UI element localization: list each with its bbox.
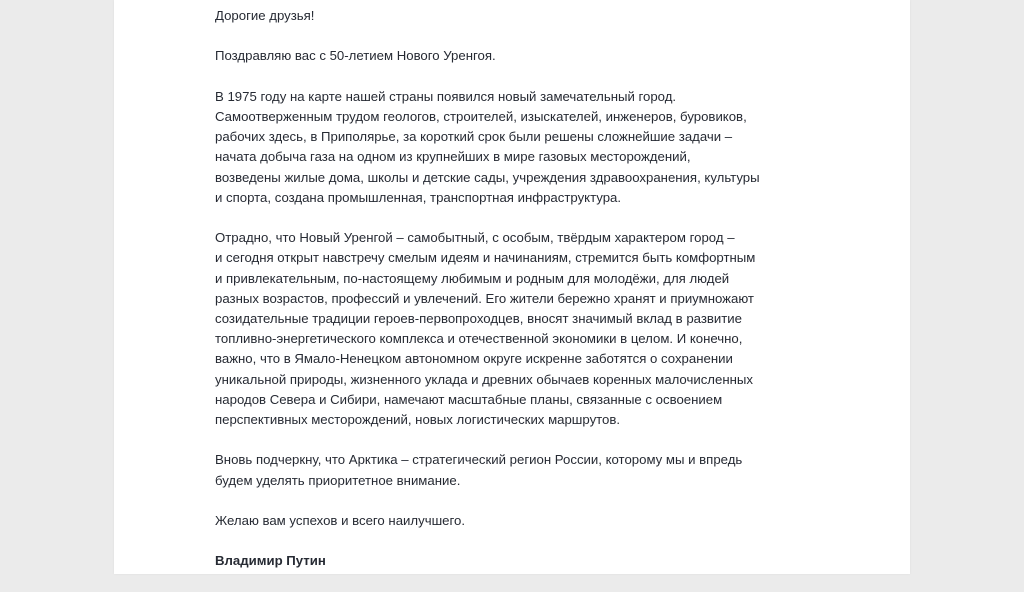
letter-greeting: Дорогие друзья! bbox=[215, 8, 315, 23]
text-line: возведены жилые дома, школы и детские сады, учреждения здравоохранения, культуры bbox=[215, 169, 760, 185]
text-line: Отрадно, что Новый Уренгой – самобытный, с особым, твёрдым характером город – bbox=[215, 230, 735, 246]
letter-congratulation: Поздравляю вас с 50-летием Нового Уренгоя. bbox=[215, 48, 496, 64]
text-line: и сегодня открыт навстречу смелым идеям и начинаниям, стремится быть комфортным bbox=[215, 250, 756, 266]
text-line: и привлекательным, по-настоящему любимым и родным для молодёжи, для людей bbox=[215, 270, 730, 286]
text-line: начата добыча газа на одном из крупнейших в мире газовых месторождений, bbox=[215, 149, 691, 165]
letter-body bbox=[215, 6, 815, 592]
text-line: Самоотверженным трудом геологов, строителей, изыскателей, инженеров, буровиков, bbox=[215, 108, 747, 124]
text-line: перспективных месторождений, новых логистических маршрутов. bbox=[215, 412, 621, 428]
letter-closing: Желаю вам успехов и всего наилучшего. bbox=[215, 513, 466, 528]
text-line: народов Севера и Сибири, намечают масштабные планы, связанные с освоением bbox=[215, 391, 723, 407]
letter-signature: Владимир Путин bbox=[215, 553, 326, 569]
text-line: важно, что в Ямало-Ненецком автономном округе искренне заботятся о сохранении bbox=[215, 351, 733, 367]
text-line: созидательные традиции героев-первопроходцев, вносят значимый вклад в развитие bbox=[215, 311, 742, 326]
letter-paragraph-city bbox=[215, 228, 815, 430]
text-line: рабочих здесь, в Приполярье, за короткий срок были решены сложнейшие задачи – bbox=[215, 129, 733, 145]
text-line: уникальной природы, жизненного уклада и древних обычаев коренных малочисленных bbox=[215, 371, 753, 387]
document-page bbox=[114, 0, 910, 574]
letter-paragraph-history bbox=[215, 87, 815, 208]
text-line: будем уделять приоритетное внимание. bbox=[215, 472, 461, 488]
text-line: топливно-энергетического комплекса и отечественной экономики в целом. И конечно, bbox=[215, 331, 743, 347]
text-line: и спорта, создана промышленная, транспортная инфраструктура. bbox=[215, 189, 622, 205]
letter-paragraph-arctic bbox=[215, 450, 815, 490]
text-line: В 1975 году на карте нашей страны появился новый замечательный город. bbox=[215, 88, 677, 104]
text-line: разных возрастов, профессий и увлечений. Его жители бережно хранят и приумножают bbox=[215, 290, 754, 306]
text-line: Вновь подчеркну, что Арктика – стратегический регион России, которому мы и впредь bbox=[215, 452, 743, 468]
